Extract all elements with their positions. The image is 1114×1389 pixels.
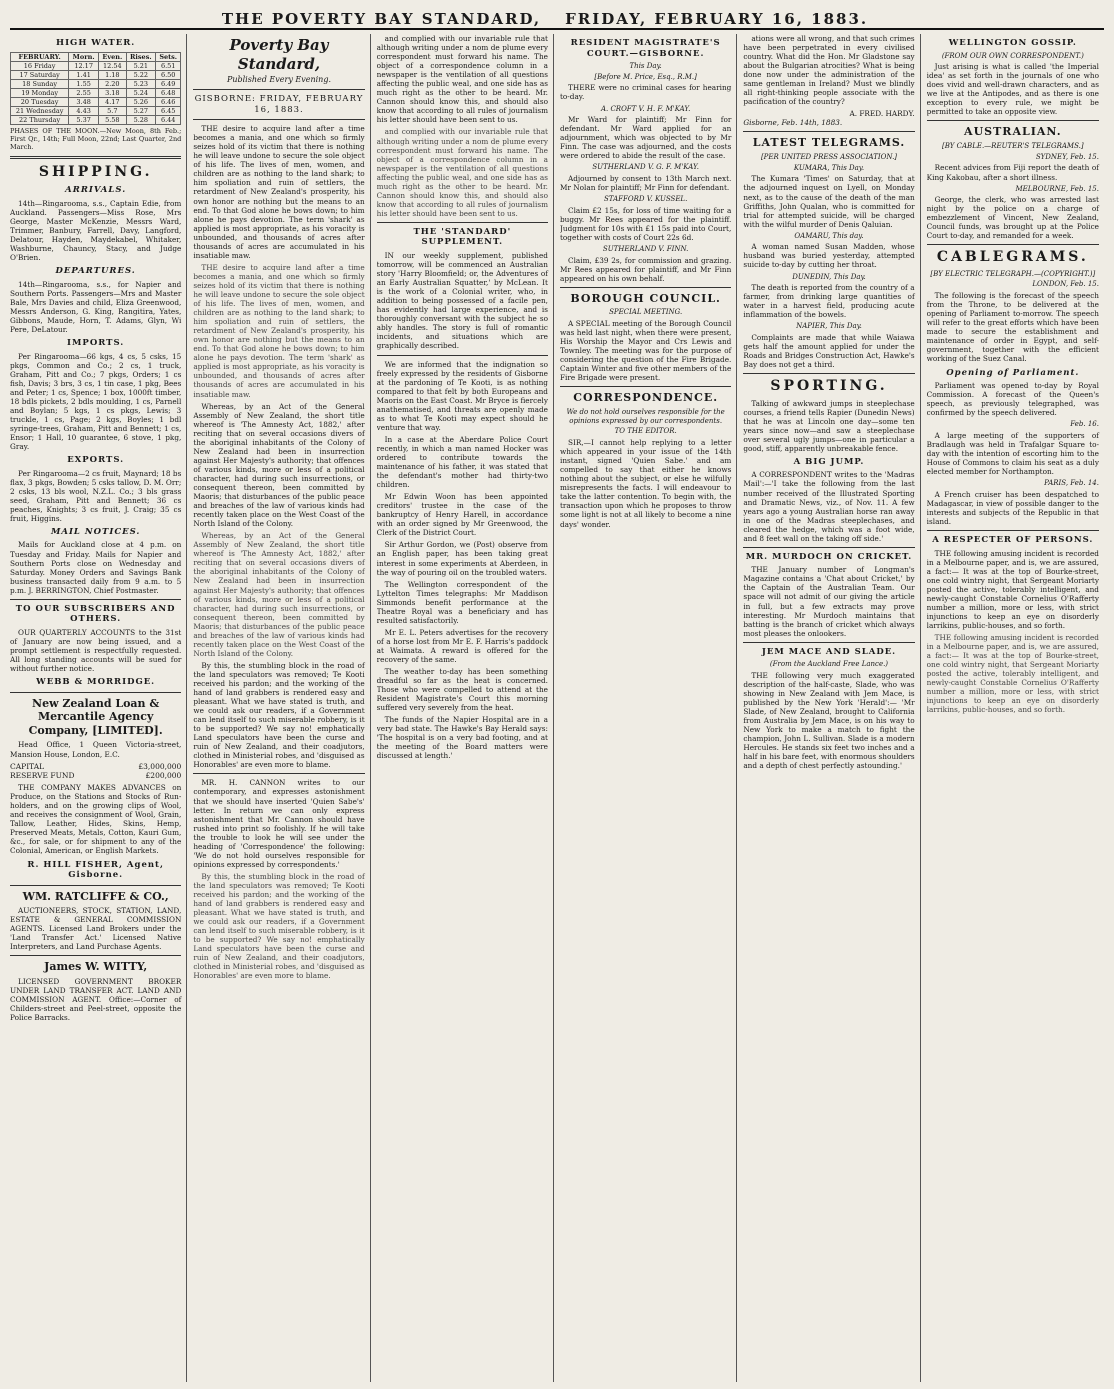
feb16-text: A large meeting of the supporters of Bradlaugh was held in Trafalgar Square to-day with the intention of escorting him to the House of Commons to claim his seat as a duly elected member for Northampton. [926, 430, 1099, 477]
tide-cell: 6.49 [156, 79, 181, 88]
tide-cell: 6.46 [156, 97, 181, 106]
masthead [10, 6, 1104, 30]
australian-heading: AUSTRALIAN. [964, 125, 1062, 139]
tide-cell: 19 Monday [11, 88, 69, 97]
latest-telegrams-sub: [PER UNITED PRESS ASSOCIATION.] [760, 153, 898, 162]
tide-cell: 1.55 [69, 79, 99, 88]
correspondence-date: Gisborne, Feb. 14th, 1883. [743, 118, 843, 128]
reserve-label: RESERVE FUND [10, 770, 75, 780]
moon-phases: PHASES OF THE MOON.—New Moon, 8th Feb.; First Qr., 14th; Full Moon, 22nd; Last Quarter, 2nd March. [10, 126, 182, 151]
departures-text: 14th—Ringarooma, s.s., for Napier and Southern Ports. Passengers—Mrs and Master Bale, Mrs Davies and child, Eliza Greenwood, Messrs Anderson, G. King, Rangitira, Yates, Gibbons, Maude, Horn, T. Adams, Glyn, Wi Pere, DeLatour. [10, 279, 182, 335]
tide-row [11, 115, 181, 124]
case-4-text: Claim, £39 2s, for commission and grazing. Mr Rees appeared for plaintiff, and Mr Finn appeared on his own behalf. [559, 255, 732, 283]
capital-value: £3,000,000 [138, 761, 182, 771]
sporting-text: Talking of awkward jumps in steeplechase courses, a friend tells Rapier (Dunedin News) that he was at Lincoln one day—some ten years since now—and saw a steeplechase over several ugly jumps—one in particular a good, stiff, apparently unbreakable fence. [743, 398, 915, 453]
supplement-heading: THE 'STANDARD' SUPPLEMENT. [413, 226, 512, 248]
tide-cell: 17 Saturday [11, 70, 69, 79]
correspondence-note: We do not hold ourselves responsible for the opinions expressed by our correspondents. [566, 408, 725, 425]
witty-title: James W. WITTY, [44, 960, 148, 974]
tide-header-cell: Sets. [156, 52, 181, 61]
court-before: [Before M. Price, Esq., R.M.] [594, 72, 697, 81]
subscribers-signature: WEBB & MORRIDGE. [36, 677, 156, 688]
case-3-text: Claim £2 15s, for loss of time waiting for a buggy. Mr Rees appeared for the plaintiff. Judgment for 10s with £1 15s paid into Court, together with costs of Court 22s 6d. [559, 205, 732, 242]
latest-telegrams-heading: LATEST TELEGRAMS. [752, 136, 906, 150]
tide-cell: 6.44 [156, 115, 181, 124]
correspondence-to: TO THE EDITOR. [614, 427, 677, 436]
tide-title: HIGH WATER. [56, 38, 136, 48]
jem-mace-text: THE following very much exaggerated description of the half-caste, Slade, who was showing in New Zealand with Jem Mace, is published by the New York 'Herald':— 'Mr Slade, of New Zealand, brought to California from Australia by Jem Mace, is on his way to New York to make a match to fight the champion, John L. Sullivan. Slade is a modern Hercules. He stands six feet two inches and a half in his bare feet, with enormous shoulders and a depth of chest perfectly astounding.' [743, 670, 915, 771]
tide-cell: 5.24 [126, 88, 155, 97]
bankruptcy-text: Mr Edwin Woon has been appointed creditors' trustee in the case of the bankruptcy of Henry Harell, in accordance with an order signed by Mr Greenwood, the Clerk of the District Court. [376, 492, 548, 538]
tide-cell: 5.27 [126, 106, 155, 115]
capital-label: CAPITAL [10, 761, 45, 771]
tide-row [11, 70, 181, 79]
peters-text: Mr E. L. Peters advertises for the recovery of a horse lost from Mr E. F. Harris's paddock at Waimata. A reward is offered for the recovery of the same. [376, 627, 548, 664]
borough-heading: BOROUGH COUNCIL. [570, 291, 721, 305]
tide-table [10, 52, 181, 125]
tide-cell: 16 Friday [11, 61, 69, 70]
column-2 [193, 34, 370, 1382]
reserve-row [10, 771, 181, 780]
tide-row [11, 88, 181, 97]
tide-cell: 5.23 [126, 79, 155, 88]
imports-heading: IMPORTS. [67, 338, 125, 349]
tide-cell: 6.51 [156, 61, 181, 70]
column-3 [377, 34, 554, 1382]
leader-text-1-cont: THE desire to acquire land after a time becomes a mania, and one which so firmly seizes hold of its victim that there is nothing he will leave undone to secure the sole object of his life. The lives of men, women, and children are as nothing to the land shark; to him spoliation and ruin of settlers, the retardment of New Zealand's prosperity, his own honor are nothing but the means to an end. To that God alone he bows down; to him alone he pays devotion. The term 'shark' as applied is most appropriate, as his voracity is unbounded, and thousands of acres after thousands of acres are accumulated in his insatiable maw. [193, 262, 365, 399]
tide-cell: 22 Thursday [11, 115, 69, 124]
london-text: The following is the forecast of the speech from the Throne, to be delivered at the opening of Parliament to-morrow. The speech will refer to the great efforts which have been made to secure the establishment and maintenance of order in Egypt, and self-government, together with the efficient working of the Suez Canal. [926, 291, 1099, 364]
court-heading: RESIDENT MAGISTRATE'S COURT.—GISBORNE. [570, 38, 721, 59]
dunedin-dateline: DUNEDIN, This Day. [792, 272, 866, 281]
tide-cell: 5.21 [126, 61, 155, 70]
murdoch-heading: MR. MURDOCH ON CRICKET. [745, 551, 913, 562]
tide-cell: 4.43 [69, 106, 99, 115]
case-4-title: SUTHERLAND V. FINN. [602, 245, 689, 254]
gordon-text: Sir Arthur Gordon, we (Post) observe from an English paper, has been taking great interest in some experiments at Aberdeen, in the way of pouring oil on the troubled waters. [376, 540, 548, 577]
departures-heading: DEPARTURES. [55, 266, 136, 277]
tide-cell: 2.20 [99, 79, 127, 88]
arrivals-text: 14th—Ringarooma, s.s., Captain Edie, from Auckland. Passengers—Miss Rose, Mrs George, Master McKenzie, Messrs Ward, Trimmer, Banbury, Farrell, Davy, Langford, Delatour, Hayden, Maydekabel, Whitaker, Washburne, Chauncy, Stacy, and Judge O'Brien. [10, 198, 182, 263]
australian-sub: [BY CABLE.—REUTER'S TELEGRAMS.] [942, 142, 1084, 151]
leader-text-3: By this, the stumbling block in the road of the land speculators was removed; Te Kooti received his pardon; and the working of the hand of land grabbers is rendered easy and pleasant. What we have stated is truth, and we could ask our readers, if a Government can lend itself to such miserable robbery, is it to be supported? We say no! emphatically Land speculators have been the curse and ruin of New Zealand, and their coadjutors, clothed in Ministerial robes, and 'disguised as Honorables' are even more to blame. [193, 660, 365, 770]
napier-hospital-text: The funds of the Napier Hospital are in a very bad state. The Hawke's Bay Herald says: 'The hospital is on a very bad footing, and at the meeting of the Board matters were discussed at length.' [376, 715, 548, 761]
court-day: This Day. [629, 62, 662, 71]
correspondence-continued: ations were all wrong, and that such crimes have been perpetrated in every civilised country. What did the Hon. Mr Gladstone say about the Bulgarian atrocities? What is being done now under the administration of the same gentleman in Ireland? Must we blindly all right-thinking people associate with the pacification of the country? [743, 34, 915, 107]
ratcliffe-text: AUCTIONEERS, STOCK, STATION, LAND, ESTATE & GENERAL COMMISSION AGENTS. Licensed Land Brokers under the 'Land Transfer Act.' Licensed Native Interpreters, and Land Purchase Agents. [10, 906, 182, 952]
court-text: THERE were no criminal cases for hearing to-day. [559, 83, 732, 102]
case-2-text: Adjourned by consent to 13th March next. Mr Nolan for plaintiff; Mr Finn for defendant. [559, 174, 732, 193]
sydney-dateline: SYDNEY, Feb. 15. [1035, 152, 1099, 161]
case-1-title: A. CROFT V. H. F. M'KAY. [600, 104, 691, 113]
arrivals-heading: ARRIVALS. [65, 185, 127, 196]
borough-sub: SPECIAL MEETING. [609, 308, 683, 317]
masthead-date: FRIDAY, FEBRUARY 16, 1883. [565, 10, 869, 28]
wellington-gossip-heading: WELLINGTON GOSSIP. [948, 38, 1077, 48]
jem-mace-sub: (From the Auckland Free Lance.) [769, 660, 889, 669]
indignation-text: We are informed that the indignation so freely expressed by the residents of Gisborne at the pardoning of Te Kooti, is as nothing compared to that felt by both Europeans and Maoris on the East Coast. Mr Bryce is fiercely anathematised, and threats are openly made as to what Te Kooti may expect should he venture that way. [376, 359, 548, 432]
loan-agent: R. HILL FISHER, Agent, Gisborne. [27, 859, 164, 881]
melbourne-dateline: MELBOURNE, Feb. 15. [1015, 184, 1099, 193]
cablegrams-heading: CABLEGRAMS. [936, 249, 1089, 266]
tide-cell: 5.58 [99, 115, 127, 124]
exports-heading: EXPORTS. [67, 455, 125, 466]
supplement-text: IN our weekly supplement, published tomorrow, will be commenced an Australian story 'Harry Bloomfield; or, the Adventures of an Early Australian Squatter,' by McLean. It is the work of a Colonial writer, who, in addition to being possessed of a facile pen, has evidently had large experience, and is thoroughly conversant with the subject he so ably handles. The story is full of romantic incidents, and situations which are graphically described. [376, 251, 548, 351]
columns [10, 34, 1104, 1382]
tide-cell: 4.17 [99, 97, 127, 106]
napier-text: Complaints are made that while Waiawa gets half the amount applied for under the Roads and Bridges Construction Act, Hawke's Bay does not get a third. [743, 333, 915, 370]
oamaru-text: A woman named Susan Madden, whose husband was buried yesterday, attempted suicide to-day by cutting her throat. [743, 242, 915, 270]
kumara-dateline: KUMARA, This Day. [793, 163, 865, 172]
loan-office: Head Office, 1 Queen Victoria-street, Mansion House, London, E.C. [10, 740, 182, 759]
tide-cell: 18 Sunday [11, 79, 69, 88]
respecter-heading: A RESPECTER OF PERSONS. [932, 535, 1094, 546]
feb16-dateline: Feb. 16. [1070, 420, 1099, 429]
tide-cell: 5.7 [99, 106, 127, 115]
opening-heading: Opening of Parliament. [946, 367, 1080, 378]
opening-text: Parliament was opened to-day by Royal Commission. A forecast of the Queen's speech, as previously telegraphed, was confirmed by the speech delivered. [926, 381, 1099, 418]
tide-cell: 3.48 [69, 97, 99, 106]
exports-text: Per Ringarooma—2 cs fruit, Maynard; 18 bs flax, 3 pkgs, Bowden; 5 csks tallow, D. M. Orr; 2 csks, 13 bls wool, N.Z.L. Co.; 3 bls grass seed, Graham, Pitt and Bennett; 36 cs peaches, Knights; 3 cs fruit, J. Craig; 35 cs fruit, Higgins. [10, 468, 182, 523]
tide-cell: 1.18 [99, 70, 127, 79]
column-6 [927, 34, 1104, 1382]
loan-company-title: New Zealand Loan & Mercantile Agency Company, [LIMITED]. [28, 696, 163, 737]
melbourne-text: George, the clerk, who was arrested last night by the police on a charge of embezzlement of Vincent, New Zealand, Council funds, was brought up at the Police Court to-day, and remanded for a week. [926, 195, 1099, 241]
borough-text: A SPECIAL meeting of the Borough Council was held last night, when there were present, His Worship the Mayor and Crs Lewis and Townley. The meeting was for the purpose of considering the question of the Fire Brigade. Captain Winter and five other members of the Fire Brigade were present. [559, 319, 732, 383]
sporting-heading: SPORTING. [770, 378, 888, 395]
column-1 [10, 34, 187, 1382]
murdoch-text: THE January number of Longman's Magazine contains a 'Chat about Cricket,' by the Captain of the Australian Team. Our space will not admit of our giving the article in full, but a few extracts may prove interesting. Mr Murdoch maintains that batting is the branch of cricket which always most pleases the onlookers. [743, 565, 915, 638]
kumara-text: The Kumara 'Times' on Saturday, that at the adjourned inquest on Lyell, on Monday next, as to the cause of the death of the man Griffiths, John Qualan, who is committed for trial for attempted suicide, will be charged with the wilful murder of Denis Qaluian. [743, 174, 915, 229]
column-4 [560, 34, 737, 1382]
cablegrams-sub: [BY ELECTRIC TELEGRAPH.—(COPYRIGHT.)] [930, 269, 1096, 278]
masthead-title: THE POVERTY BAY STANDARD, [221, 10, 542, 28]
oamaru-dateline: OAMARU, This day. [794, 231, 864, 240]
witty-text: LICENSED GOVERNMENT BROKER UNDER LAND TRANSFER ACT. LAND AND COMMISSION AGENT. Office:—Corner of Childers-street and Peel-street, opposite the Police Barracks. [10, 977, 182, 1023]
dunedin-text: The death is reported from the country of a farmer, from drinking large quantities of water in a harvest field, producing acute inflammation of the bowels. [743, 283, 915, 320]
shipping-heading: SHIPPING. [38, 164, 153, 181]
wellington-note: The Wellington correspondent of the Lyttelton Times telegraphs: Mr Maddison Simmonds benefit performance at the Theatre Royal was a beneficiary and has resulted satisfactorily. [376, 579, 548, 625]
respecter-text-cont: THE following amusing incident is recorded in a Melbourne paper, and is, we are assured, a fact:— It was at the top of Bourke-street, one cold wintry night, that Sergeant Moriarty posted the active, tolerably intelligent, and newly-caught Constable Cornelius O'Rafferty number a million, more or less, with strict injunctions to keep an eye on disorderly larrikins, public-houses, and so forth. [926, 632, 1099, 715]
case-2-title: SUTHERLAND V. G. F. M'KAY. [592, 163, 699, 172]
london-dateline: LONDON, Feb. 15. [1032, 280, 1099, 289]
wellington-gossip-text: Just arising is what is called 'the Imperial idea' as set forth in the journals of one who does vivid and well-drawn characters, and as we live at the Antipodes, and as there is one exception to every rule, we might be permitted to take an opposite view. [926, 62, 1099, 117]
imports-text: Per Ringarooma—66 kgs, 4 cs, 5 csks, 15 pkgs, Common and Co.; 2 cs, 1 truck, Graham, Pitt and Co.; 7 pkgs, Orders; 1 cs fish, Davis; 3 brs, 3 cs, 1 tin case, 1 pkg, Bees and Peter; 1 cs, Spence; 1 box, 1000ft timber, 18 bdls pickets, 2 bdls moulding, 1 cs, Parnell and Boylan; 5 kgs, 1 cs pkgs, Lewis; 3 truckle, 1 cs, Page; 2 kgs, Boyles; 1 bdl syringe-trees, Graham, Pitt and Bennett; 1 cs, Ensor; 1 Hall, 10 guarantee, 6 stove, 1 pkg, Gray. [10, 351, 182, 452]
tide-cell: 20 Tuesday [11, 97, 69, 106]
tide-cell: 6.45 [156, 106, 181, 115]
correspondence-signature: A. FRED. HARDY. [849, 109, 915, 119]
tide-header-cell: Morn. [69, 52, 99, 61]
case-3-title: STAFFORD V. KUSSEL. [604, 195, 688, 204]
correspondence-heading: CORRESPONDENCE. [573, 391, 719, 405]
tide-cell: 21 Wednesday [11, 106, 69, 115]
weather-text: The weather to-day has been something dreadful so far as the heat is concerned. Those who were compelled to attend at the Resident Magistrate's Court this morning suffered very severely from the heat. [376, 667, 548, 713]
tide-header-cell: Even. [99, 52, 127, 61]
cannon-text-cont: By this, the stumbling block in the road of the land speculators was removed; Te Kooti received his pardon; and the working of the hand of land grabbers is rendered easy and pleasant. What we have stated is truth, and we could ask our readers, if a Government can lend itself to such miserable robbery, is it to be supported? We say no! emphatically Land speculators have been the curse and ruin of New Zealand, and their coadjutors, clothed in Ministerial robes, and 'disguised as Honorables' are even more to blame. [193, 871, 365, 981]
correspondence-text: SIR,—I cannot help replying to a letter which appeared in your issue of the 14th instant, signed 'Quien Sabe.' and am compelled to say that either he knows nothing about the subject, or else he wilfully misrepresents the facts. I will endeavour to take the latter contention. To begin with, the transaction upon which he proposes to throw some light is not at all likely to become a nine days' wonder. [559, 438, 732, 529]
respecter-text: THE following amusing incident is recorded in a Melbourne paper, and is, we are assured, a fact:— It was at the top of Bourke-street, one cold wintry night, that Sergeant Moriarty posted the active, tolerably intelligent, and newly-caught Constable Cornelius O'Rafferty number a million, more or less, with strict injunctions to keep an eye on disorderly larrikins, public-houses, and so forth. [926, 548, 1099, 630]
leader-text-1: THE desire to acquire land after a time becomes a mania, and one which so firmly seizes hold of its victim that there is nothing he will leave undone to secure the sole object of his life. The lives of men, women, and children are as nothing to the land shark; to him spoliation and ruin of settlers, the retardment of New Zealand's prosperity, his own honor are nothing but the means to an end. To that God alone he bows down; to him alone he pays devotion. The term 'shark' as applied is most appropriate, as his voracity is unbounded, and thousands of acres after thousands of acres are accumulated in his insatiable maw. [193, 124, 365, 260]
tide-row [11, 79, 181, 88]
tide-cell: 5.22 [126, 70, 155, 79]
cannon-text: MR. H. CANNON writes to our contemporary, and expresses astonishment that we should have inserted 'Quien Sabe's' letter. In return we can only express astonishment that Mr. Cannon should have rushed into print so foolishly. If he will take the trouble to look he will see under the heading of 'Correspondence' the following: 'We do not hold ourselves responsible for opinions expressed by correspondents.' [193, 778, 365, 869]
tide-cell: 5.26 [126, 97, 155, 106]
tide-row [11, 106, 181, 115]
subscribers-text: OUR QUARTERLY ACCOUNTS to the 31st of January are now being issued, and a prompt settlement is respectfully requested. All long standing accounts will be sued for without further notice. [10, 627, 182, 673]
column-5 [743, 34, 920, 1382]
tide-row [11, 97, 181, 106]
subscribers-heading: TO OUR SUBSCRIBERS AND OTHERS. [15, 603, 176, 625]
leader-text-2-cont: Whereas, by an Act of the General Assembly of New Zealand, the short title whereof is 'The Amnesty Act, 1882,' after reciting that on several occasions divers of the aboriginal inhabitants of the Colony of New Zealand had been in insurrection against Her Majesty's authority; that offences of various kinds, more or less of a political character, had during such insurrections, or consequent thereon, been committed by Maoris; that disturbances of the public peace and breaches of the law of various kinds had recently taken place on the West Coast of the North Island of the Colony. [193, 531, 365, 658]
capital-row [10, 762, 181, 771]
napier-dateline: NAPIER, This Day. [796, 322, 862, 331]
paper-title: Poverty Bay Standard, [229, 36, 329, 73]
jem-mace-heading: JEM MACE AND SLADE. [761, 646, 897, 657]
aberdare-text: In a case at the Aberdare Police Court recently, in which a man named Hocker was ordered to contribute towards the maintenance of his father, it was stated that the defendant's mother had thirty-two children. [376, 434, 548, 490]
tide-cell: 12.17 [69, 61, 99, 70]
leader-text-2: Whereas, by an Act of the General Assembly of New Zealand, the short title whereof is 'The Amnesty Act, 1882,' after reciting that on several occasions divers of the aboriginal inhabitants of the Colony of New Zealand had been in insurrection against Her Majesty's authority; that offences of various kinds, more or less of a political character, had during such insurrections, or consequent thereon, been committed by Maoris; that disturbances of the public peace and breaches of the law of various kinds had recently taken place on the West Coast of the North Island of the Colony. [193, 401, 365, 529]
wellington-gossip-sub: (FROM OUR OWN CORRESPONDENT.) [941, 51, 1084, 60]
tide-header-cell: FEBRUARY. [11, 52, 69, 61]
sydney-text: Recent advices from Fiji report the death of King Kakobau, after a short illness. [926, 163, 1099, 182]
tide-row [11, 61, 181, 70]
ratcliffe-title: WM. RATCLIFFE & CO., [22, 889, 169, 903]
cannon-continued: and complied with our invariable rule that although writing under a nom de plume every correspondent must forward his name. The object of a correspondence column in a newspaper is the ventilation of all questions affecting the public weal, and one side has as much right as the other to be heard. Mr. Cannon should know this, and should also know that according to all rules of journalism his letter should have been sent to us. [376, 34, 548, 125]
tide-cell: 5.28 [126, 115, 155, 124]
tide-cell: 6.50 [156, 70, 181, 79]
big-jump-heading: A BIG JUMP. [793, 456, 865, 467]
case-1-text: Mr Ward for plaintiff; Mr Finn for defendant. Mr Ward applied for an adjournment, which was objected to by Mr Finn. The case was adjourned, and the costs were ordered to abide the result of the case. [559, 115, 732, 161]
big-jump-text: A CORRESPONDENT writes to the 'Madras Mail':—'I take the following from the last number received of the Illustrated Sporting and Dramatic News, viz., of Nov. 11. A few years ago a young Australian horse ran away in one of the Madras steeplechases, and cleared the hedge, which was a foot wide, and 8 feet wall on the taking off side.' [743, 470, 915, 543]
tide-cell: 3.18 [99, 88, 127, 97]
mail-text: Mails for Auckland close at 4 p.m. on Tuesday and Friday. Mails for Napier and Southern Ports close on Wednesday and Saturday. Money Orders and Savings Bank business transacted daily from 9 a.m. to 5 p.m. J. BERRINGTON, Chief Postmaster. [10, 540, 182, 595]
tide-cell: 6.48 [156, 88, 181, 97]
dateline: GISBORNE: FRIDAY, FEBRUARY 16, 1883. [194, 94, 364, 115]
tide-cell: 5.37 [69, 115, 99, 124]
paris-text: A French cruiser has been despatched to Madagascar, in view of possible danger to the interests and subjects of the Republic in that island. [926, 489, 1099, 526]
mail-heading: MAIL NOTICES. [50, 526, 141, 537]
loan-text: THE COMPANY MAKES ADVANCES on Produce, on the Stations and Stocks of Run-holders, and on the growing clips of Wool, and receives the consignment of Wool, Grain, Tallow, Leather, Hides, Skins, Hemp, Preserved Meats, Metals, Cotton, Kauri Gum, &c., for sale, or for shipment to any of the Colonial, American, or English Markets. [10, 783, 182, 856]
tide-cell: 2.55 [69, 88, 99, 97]
tide-header-cell: Rises. [126, 52, 155, 61]
tide-cell: 1.41 [69, 70, 99, 79]
cannon-continued-2: and complied with our invariable rule that although writing under a nom de plume every correspondent must forward his name. The object of a correspondence column in a newspaper is the ventilation of all questions affecting the public weal, and one side has as much right as the other to be heard. Mr. Cannon should know this, and should also know that according to all rules of journalism his letter should have been sent to us. [376, 127, 548, 218]
published-line: Published Every Evening. [226, 75, 331, 85]
reserve-value: £200,000 [145, 770, 182, 780]
paris-dateline: PARIS, Feb. 14. [1044, 479, 1099, 488]
tide-cell: 12.54 [99, 61, 127, 70]
